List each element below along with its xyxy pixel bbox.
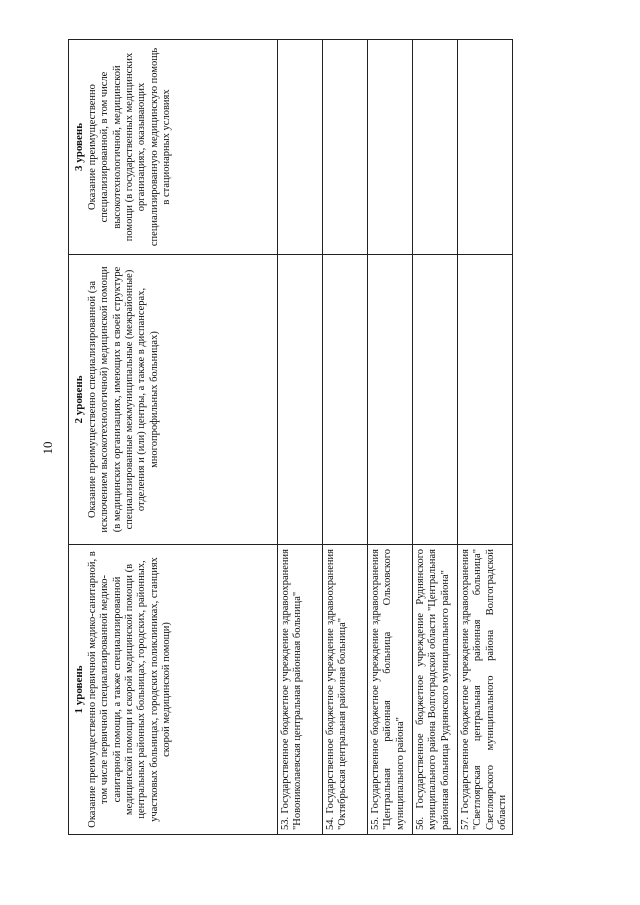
level-2-empty-cell bbox=[458, 255, 513, 545]
table-row bbox=[368, 40, 413, 835]
header-level-1-title: 1 уровень bbox=[73, 665, 85, 714]
organization-cell: 54. Государственное бюджетное учреждение здравоохранения "Октябрьская центральная районная больница" bbox=[323, 545, 368, 835]
level-2-empty-cell bbox=[323, 255, 368, 545]
header-level-1 bbox=[69, 545, 278, 835]
level-3-empty-cell bbox=[413, 40, 458, 255]
level-3-empty-cell bbox=[368, 40, 413, 255]
organization-cell: 55. Государственное бюджетное учреждение здравоохранения "Центральная районная больница Ольховского муниципального района" bbox=[368, 545, 413, 835]
level-2-empty-cell bbox=[413, 255, 458, 545]
organization-cell: 57. Государственное бюджетное учреждение здравоохранения "Светлоярская центральная районная больница" Светлоярского муниципального района Волгоградской области bbox=[458, 545, 513, 835]
level-3-empty-cell bbox=[458, 40, 513, 255]
organization-cell: 56. Государственное бюджетное учреждение Руднянского муниципального района Волгоградской области "Центральная районная больница Руднянского муниципального района" bbox=[413, 545, 458, 835]
header-level-2-title: 2 уровень bbox=[73, 375, 85, 424]
header-level-2 bbox=[69, 255, 278, 545]
rotated-table-container bbox=[68, 40, 509, 835]
table-row bbox=[413, 40, 458, 835]
level-3-empty-cell bbox=[323, 40, 368, 255]
table-row bbox=[323, 40, 368, 835]
organization-cell: 53. Государственное бюджетное учреждение здравоохранения "Новониколаевская центральная районная больница" bbox=[278, 545, 323, 835]
table-header-row bbox=[69, 40, 278, 835]
medical-levels-table bbox=[68, 39, 513, 835]
page-number: 10 bbox=[40, 441, 55, 455]
header-level-3-description: Оказание преимущественно специализированной, в том числе высокотехнологичной, медицинской помощи (в государственных медицинских организациях, оказывающих специализированную медицинскую помощь в стационарных условиях bbox=[86, 47, 173, 247]
header-level-2-description: Оказание преимущественно специализированной (за исключением высокотехнологичной) медицинской помощи (в медицинских организациях, имеющих в своей структуре специализированные межмуниципальные (межрайонные) отделения и (или) центры, а также в диспансерах, многопрофильных больницах) bbox=[86, 266, 160, 533]
level-2-empty-cell bbox=[368, 255, 413, 545]
header-level-1-description: Оказание преимущественно первичной медико-санитарной, в том числе первичной специализированной медико-санитарной помощи, а также специализированной медицинской помощи и скорой медицинской помощи (в центральных районных больницах, городских, районных, участковых больницах, городских поликлиниках, станциях скорой медицинской помощи) bbox=[86, 551, 173, 828]
table-row bbox=[278, 40, 323, 835]
level-3-empty-cell bbox=[278, 40, 323, 255]
header-level-3-title: 3 уровень bbox=[73, 122, 85, 172]
level-2-empty-cell bbox=[278, 255, 323, 545]
header-level-3 bbox=[69, 40, 278, 255]
table-row bbox=[458, 40, 513, 835]
